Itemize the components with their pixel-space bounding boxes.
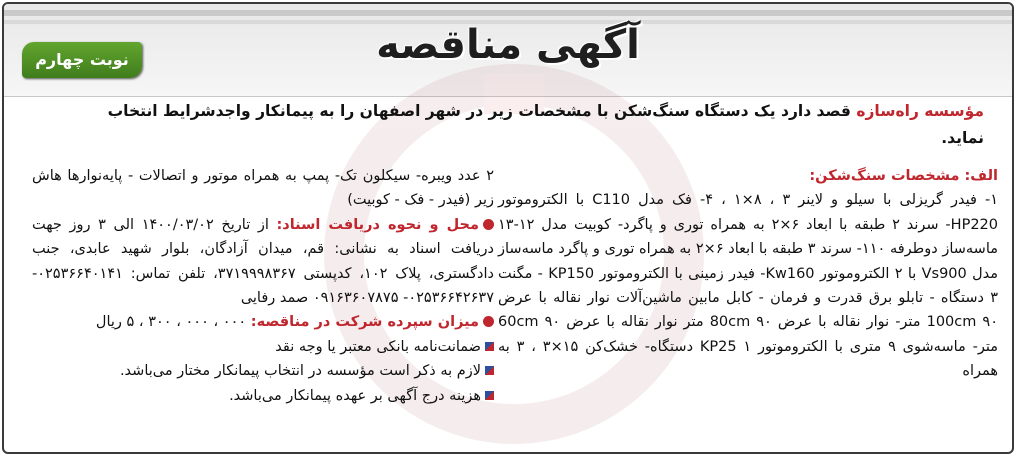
- documents-text: از تاریخ ۱۴۰۰/۰۳/۰۲ الی ۳ روز جهت دریافت اسناد به نشانی: قم، میدان آزادگان، بلوار شهید عابدی، جنب دادگستری، پلاک ۱۰۲، کدپستی ۳۷۱۹۹۹۸۳۶۷، تلفن تماس: ۰۲۵۳۶۶۴۰۱۴۱- ۰۲۵۳۶۶۴۲۶۳۷- ۰۹۱۶۳۶۰۷۸۷۵ صمد رفایی: [32, 216, 494, 307]
- bullet-icon: [483, 316, 494, 327]
- square-bullet-icon: [485, 391, 494, 400]
- documents-heading: محل و نحوه دریافت اسناد:: [276, 216, 479, 233]
- note-text: لازم به ذکر است مؤسسه در انتخاب پیمانکار مختار می‌باشد.: [119, 363, 481, 380]
- deposit-value: ۰۰۰ ، ۰۰۰ ، ۳۰۰ ، ۵ ریال: [95, 314, 251, 331]
- note-item: [32, 384, 494, 408]
- bullet-icon: [483, 219, 494, 230]
- deposit-section: [32, 310, 494, 334]
- deposit-heading: میزان سپرده شرکت در مناقصه:: [250, 314, 479, 331]
- intro-text: قصد دارد یک دستگاه سنگ‌شکن با مشخصات زیر در شهر اصفهان را به پیمانکار واجدشرایط انتخاب نماید.: [107, 102, 984, 147]
- specs-column: [498, 164, 998, 384]
- intro-paragraph: [94, 98, 984, 152]
- documents-section: [32, 213, 494, 311]
- tender-ad: [2, 2, 1014, 454]
- details-column: [32, 164, 494, 408]
- note-item: [32, 359, 494, 383]
- specs-body: ۱- فیدر گریزلی با سیلو و لاینر ۳ ، ۸×۱ ، ۴- فک مدل C110 با الکتروموتور HP220- سرند ۲ طبقه با ابعاد ۶×۲ به همراه توری و پاگرد- کوبیت مدل ۱۲-۱۳ ماسه‌ساز دوطرفه ۱۱۰- سرند ۳ طبقه با ابعاد ۶×۲ به همراه توری و پاگرد ماسه‌ساز مدل Vs900 با ۲ الکتروموتور Kw160- فیدر زمینی با الکتروموتور KP150 - مگنت ۳ دستگاه - تابلو برق قدرت و فرمان - کابل مابین ماشین‌آلات نوار نقاله با عرض 100cm ۹۰ متر- نوار نقاله با عرض 80cm ۹۰ متر نوار نقاله با عرض 60cm ۹۰ متر- ماسه‌شوی ۹ متری با الکتروموتور KP25 ۱ دستگاه- خشک‌کن ۱۵×۳ ، ۳ به همراه: [498, 192, 999, 380]
- square-bullet-icon: [485, 366, 494, 375]
- specs-continued: ۲ عدد ویبره- سیکلون تک- پمپ به همراه موتور و اتصالات - پایه‌نوارها هاش زیر (فیدر - فک - کوبیت): [32, 168, 494, 209]
- note-text: هزینه درج آگهی بر عهده پیمانکار می‌باشد.: [229, 387, 481, 404]
- square-bullet-icon: [485, 342, 494, 351]
- specs-heading: الف: مشخصات سنگ‌شکن:: [809, 168, 998, 184]
- ad-title: آگهی مناقصه: [376, 22, 640, 68]
- note-text: ضمانت‌نامه بانکی معتبر یا وجه نقد: [275, 338, 481, 355]
- round-badge: نوبت چهارم: [22, 42, 142, 78]
- header-band: [4, 4, 1012, 97]
- header-stripe: [4, 10, 1012, 16]
- organization-name: مؤسسه راه‌سازه: [856, 102, 984, 120]
- note-item: [32, 335, 494, 359]
